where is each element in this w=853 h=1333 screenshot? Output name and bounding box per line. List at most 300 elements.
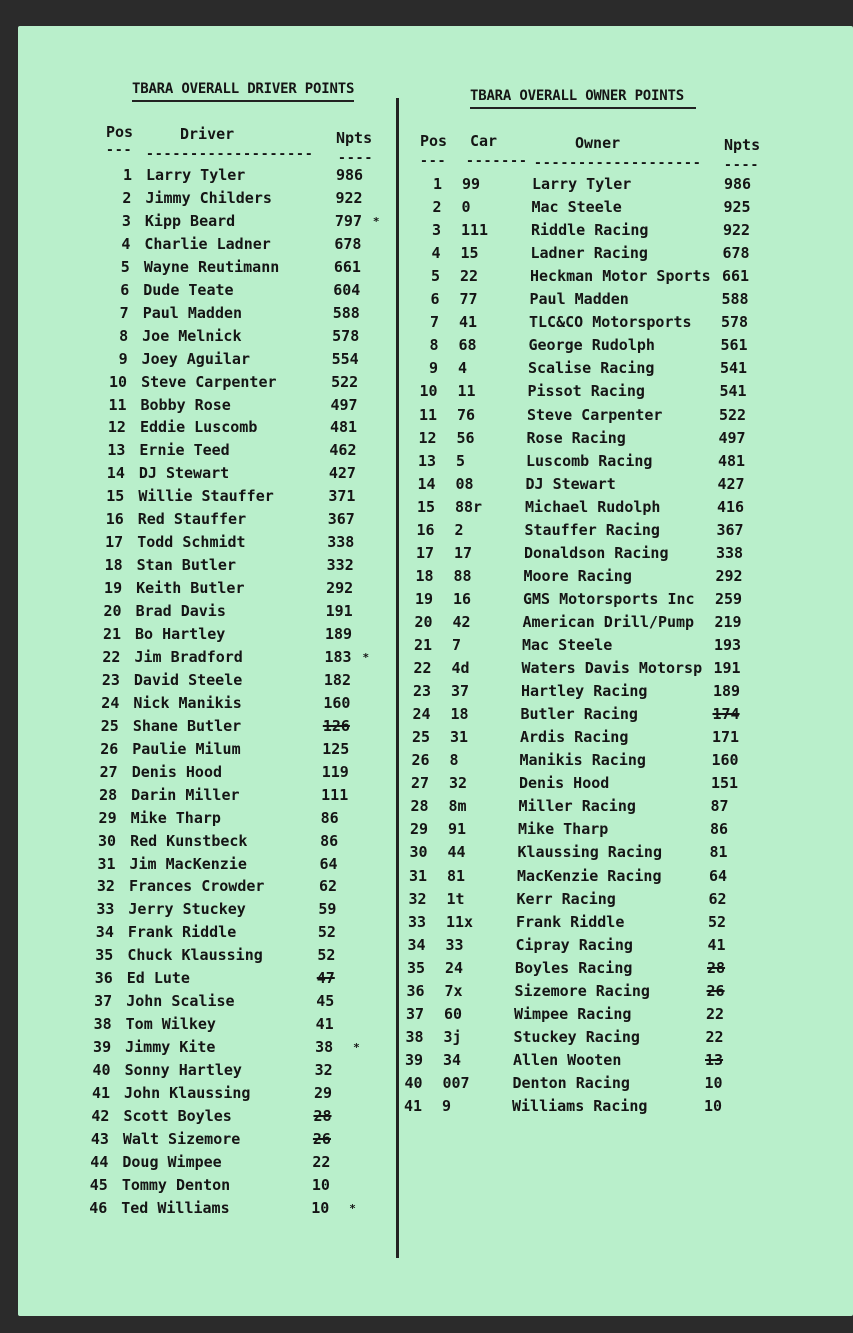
- driver-points: 52: [317, 946, 336, 965]
- driver-name: Brad Davis: [135, 602, 226, 621]
- driver-pos: 42: [91, 1106, 110, 1125]
- owner-points: 191: [713, 659, 741, 678]
- owner-name: Denton Racing: [512, 1073, 630, 1092]
- driver-points-title: TBARA OVERALL DRIVER POINTS: [132, 81, 355, 97]
- owner-header-npts: Npts: [724, 136, 761, 154]
- driver-pos: 24: [101, 693, 120, 712]
- driver-name: Jimmy Childers: [145, 188, 272, 207]
- owner-car: 44: [447, 843, 466, 862]
- owner-car: 111: [461, 221, 489, 240]
- driver-pos: 45: [89, 1175, 108, 1194]
- owner-row: [0, 1027, 724, 1050]
- driver-pos: 41: [91, 1084, 110, 1102]
- driver-points: 292: [326, 579, 354, 598]
- driver-name: Eddie Luscomb: [139, 418, 258, 437]
- owner-points: 62: [708, 889, 727, 908]
- owner-pos: 36: [406, 981, 425, 1000]
- owner-header-car: Car: [470, 132, 498, 150]
- driver-pos: 29: [98, 808, 117, 827]
- owner-name: Mike Tharp: [518, 820, 609, 839]
- driver-pos: 40: [92, 1061, 111, 1080]
- owner-row: [5, 797, 729, 819]
- owner-pos: 30: [409, 843, 428, 862]
- owner-points: 174: [712, 705, 740, 724]
- owner-row: [15, 336, 748, 358]
- driver-points: 119: [321, 762, 349, 781]
- owner-pos: 6: [430, 290, 440, 309]
- driver-points: 86: [320, 808, 339, 827]
- owner-car: 77: [459, 290, 478, 309]
- owner-points: 87: [710, 797, 729, 816]
- owner-row: [10, 566, 743, 589]
- driver-name: John Scalise: [126, 992, 235, 1011]
- owner-pos: 12: [418, 428, 437, 447]
- driver-name: Walt Sizemore: [122, 1129, 241, 1148]
- owner-row: [18, 175, 752, 197]
- owner-pos: 28: [410, 797, 429, 816]
- driver-points: 26: [312, 1129, 331, 1148]
- owner-car: 4: [458, 359, 468, 378]
- driver-name: Charlie Ladner: [144, 234, 271, 253]
- owner-name: American Drill/Pump: [522, 612, 695, 631]
- driver-points: 38: [315, 1038, 334, 1057]
- driver-row: [0, 1130, 355, 1152]
- owner-pos: 31: [408, 866, 427, 885]
- driver-name: Mike Tharp: [130, 808, 221, 827]
- owner-name: GMS Motorsports Inc: [523, 589, 695, 608]
- owner-points: 541: [720, 359, 748, 378]
- driver-pos: 8: [119, 326, 129, 345]
- owner-name: George Rudolph: [528, 336, 655, 355]
- owner-pos: 11: [418, 405, 437, 424]
- driver-name: Scott Boyles: [123, 1106, 232, 1125]
- owner-name: Waters Davis Motorsp: [521, 659, 703, 678]
- driver-points: 497: [330, 395, 358, 414]
- owner-row: [17, 244, 750, 266]
- driver-points-marker: *: [362, 650, 370, 664]
- owner-row: [4, 843, 728, 865]
- owner-name: Mac Steele: [531, 198, 622, 217]
- driver-name: Tommy Denton: [121, 1175, 231, 1194]
- driver-points: 10: [311, 1198, 330, 1217]
- owner-row: [12, 451, 746, 474]
- owner-row: [2, 935, 726, 958]
- owner-row: [15, 313, 749, 335]
- owner-row: [13, 428, 746, 451]
- owner-name: Boyles Racing: [515, 958, 633, 977]
- owner-pos: 5: [430, 267, 440, 286]
- owner-name: Steve Carpenter: [527, 405, 663, 424]
- owner-row: [3, 889, 727, 912]
- driver-name: Paul Madden: [142, 303, 243, 322]
- owner-name: Stauffer Racing: [524, 520, 660, 539]
- owner-name: Butler Racing: [520, 705, 638, 724]
- owner-row: [9, 612, 742, 635]
- owner-pos: 24: [412, 705, 431, 724]
- standings-sheet: [18, 26, 853, 1316]
- driver-points: 588: [332, 303, 360, 322]
- owner-points: 160: [711, 751, 739, 770]
- owner-car: 18: [450, 705, 469, 724]
- owner-name: Rose Racing: [526, 428, 626, 447]
- owner-header-pos: Pos: [420, 132, 448, 150]
- driver-points: 338: [327, 533, 355, 552]
- owner-points: 522: [719, 405, 747, 424]
- owner-car: 7: [452, 636, 462, 654]
- driver-points: 29: [314, 1084, 333, 1102]
- driver-name: Shane Butler: [132, 716, 242, 735]
- driver-points: 427: [328, 464, 356, 483]
- owner-name: Larry Tyler: [532, 175, 632, 193]
- owner-name: Denis Hood: [519, 774, 610, 793]
- owner-points-title: TBARA OVERALL OWNER POINTS: [470, 88, 684, 104]
- driver-name: Sonny Hartley: [124, 1061, 242, 1080]
- owner-name: Manikis Racing: [519, 751, 646, 770]
- driver-name: Dude Teate: [143, 280, 234, 299]
- owner-name: MacKenzie Racing: [517, 866, 662, 885]
- owner-name: Heckman Motor Sports: [530, 267, 711, 286]
- owner-car: 22: [460, 267, 479, 286]
- owner-pos: 26: [411, 751, 430, 770]
- driver-name: Bo Hartley: [135, 625, 226, 643]
- driver-points: 45: [316, 992, 335, 1011]
- owner-pos: 35: [406, 958, 425, 977]
- driver-name: Red Stauffer: [137, 510, 247, 529]
- owner-pos: 27: [410, 774, 429, 793]
- driver-name: Doug Wimpee: [122, 1152, 222, 1171]
- driver-pos: 30: [98, 831, 117, 850]
- driver-points: 367: [327, 510, 355, 529]
- owner-points: 986: [724, 175, 752, 193]
- driver-points: 62: [318, 877, 338, 896]
- driver-name: DJ Stewart: [138, 464, 230, 483]
- owner-pos: 21: [413, 636, 432, 654]
- owner-car: 88r: [455, 497, 483, 516]
- owner-row: [0, 1050, 724, 1073]
- driver-name: David Steele: [133, 670, 243, 689]
- driver-pos: 5: [120, 257, 130, 276]
- driver-pos: 31: [97, 854, 116, 873]
- owner-car: 8: [449, 751, 459, 770]
- owner-points: 22: [706, 1004, 725, 1023]
- driver-name: Frank Riddle: [127, 923, 237, 942]
- driver-points: 32: [314, 1061, 333, 1080]
- driver-points: 522: [331, 372, 359, 391]
- driver-points: 182: [323, 670, 351, 689]
- driver-pos: 4: [121, 234, 131, 253]
- owner-row: [7, 705, 740, 727]
- owner-car: 60: [444, 1004, 463, 1023]
- owner-car: 17: [454, 543, 473, 562]
- owner-name: Pissot Racing: [527, 382, 645, 401]
- driver-pos: 32: [96, 877, 115, 896]
- driver-pos: 12: [107, 418, 126, 437]
- driver-pos: 39: [93, 1038, 112, 1057]
- owner-row: [6, 751, 739, 773]
- owner-points: 171: [712, 728, 740, 747]
- owner-name: Wimpee Racing: [514, 1004, 632, 1023]
- driver-name: Todd Schmidt: [137, 533, 246, 552]
- driver-pos: 20: [103, 602, 122, 621]
- owner-row: [4, 820, 729, 842]
- owner-car: 1t: [446, 889, 465, 908]
- driver-points: 47: [316, 969, 335, 988]
- owner-car: 2: [454, 520, 464, 539]
- owner-car: 32: [449, 774, 468, 793]
- owner-car: 5: [456, 451, 466, 470]
- owner-name: Kerr Racing: [516, 889, 616, 908]
- owner-name: Moore Racing: [523, 566, 632, 585]
- owner-name: Cipray Racing: [515, 935, 633, 954]
- owner-dash-npts: ----: [724, 158, 760, 173]
- owner-points: 219: [714, 612, 742, 631]
- owner-row: [12, 474, 745, 497]
- owner-name: Riddle Racing: [531, 221, 649, 240]
- owner-points: 193: [714, 636, 742, 654]
- owner-row: [18, 198, 751, 220]
- owner-pos: 9: [428, 359, 438, 378]
- driver-points: 22: [312, 1152, 331, 1171]
- driver-points: 191: [325, 602, 353, 621]
- owner-pos: 40: [404, 1073, 423, 1092]
- owner-points: 64: [709, 866, 728, 885]
- owner-car: 56: [456, 428, 475, 447]
- owner-row: [14, 382, 747, 404]
- driver-pos: 26: [100, 739, 119, 758]
- driver-points-marker: *: [372, 214, 380, 228]
- owner-pos: 25: [411, 728, 430, 747]
- driver-points: 41: [315, 1015, 334, 1034]
- driver-name: Nick Manikis: [133, 693, 242, 712]
- driver-points: 111: [321, 785, 349, 804]
- driver-name: Paulie Milum: [132, 739, 241, 758]
- driver-pos: 16: [105, 510, 124, 529]
- owner-row: [2, 912, 727, 935]
- driver-pos: 27: [99, 762, 118, 781]
- driver-name: Denis Hood: [131, 762, 223, 781]
- owner-dash-owner: -------------------: [534, 156, 702, 171]
- driver-points: 52: [317, 923, 336, 942]
- owner-points: 427: [717, 474, 745, 493]
- driver-row: [0, 1198, 356, 1221]
- owner-points: 497: [718, 428, 746, 447]
- driver-pos: 19: [104, 579, 123, 598]
- owner-car: 41: [459, 313, 478, 332]
- owner-row: [3, 866, 728, 889]
- owner-points: 10: [704, 1097, 723, 1115]
- owner-points: 481: [718, 451, 746, 470]
- owner-name: Miller Racing: [518, 797, 636, 816]
- owner-pos: 1: [432, 175, 442, 193]
- owner-pos: 2: [432, 198, 442, 217]
- owner-pos: 19: [414, 589, 433, 608]
- owner-car: 76: [457, 405, 476, 424]
- owner-name: Frank Riddle: [516, 912, 625, 931]
- driver-name: Larry Tyler: [146, 166, 246, 184]
- owner-pos: 17: [415, 543, 434, 562]
- driver-name: Jim Bradford: [134, 647, 243, 666]
- owner-row: [16, 267, 750, 289]
- driver-pos: 17: [105, 533, 124, 552]
- owner-pos: 34: [407, 935, 426, 954]
- driver-pos: 13: [107, 441, 126, 460]
- driver-name: John Klaussing: [124, 1084, 251, 1102]
- owner-row: [0, 1004, 725, 1027]
- driver-points: 481: [329, 418, 358, 437]
- driver-row: [0, 1176, 354, 1198]
- owner-pos: 14: [417, 474, 436, 493]
- owner-row: [6, 728, 740, 750]
- driver-points: 604: [333, 280, 361, 299]
- owner-pos: 4: [431, 244, 441, 263]
- owner-name: Allen Wooten: [513, 1050, 622, 1069]
- owner-points: 22: [705, 1027, 724, 1046]
- driver-name: Red Kunstbeck: [130, 831, 248, 850]
- owner-car: 9: [442, 1097, 452, 1115]
- driver-pos: 10: [109, 372, 128, 391]
- owner-name: Ladner Racing: [530, 244, 648, 263]
- driver-points: 371: [328, 487, 356, 506]
- driver-name: Jimmy Kite: [125, 1038, 216, 1057]
- driver-pos: 7: [119, 303, 129, 322]
- owner-row: [1, 981, 725, 1004]
- driver-name: Joe Melnick: [142, 326, 242, 345]
- owner-points: 367: [716, 520, 744, 539]
- owner-car: 08: [455, 474, 474, 493]
- driver-pos: 33: [96, 900, 115, 919]
- driver-points: 10: [311, 1175, 330, 1194]
- owner-car: 99: [462, 175, 481, 193]
- driver-dash-driver: -------------------: [146, 147, 314, 162]
- owner-name: Williams Racing: [512, 1097, 648, 1115]
- owner-header-owner: Owner: [575, 134, 621, 152]
- owner-pos: 37: [405, 1004, 424, 1023]
- driver-points: 554: [331, 349, 359, 368]
- owner-pos: 29: [409, 820, 428, 839]
- owner-row: [7, 682, 741, 704]
- owner-pos: 8: [429, 336, 439, 355]
- owner-name: Hartley Racing: [521, 682, 648, 701]
- driver-dash-pos: ---: [106, 143, 133, 158]
- driver-points: 59: [318, 900, 337, 919]
- driver-points-marker: *: [349, 1201, 356, 1215]
- driver-pos: 2: [122, 188, 132, 207]
- owner-car: 11: [457, 382, 476, 401]
- owner-dash-pos: ---: [420, 154, 447, 169]
- driver-name: Stan Butler: [136, 556, 236, 575]
- owner-points: 189: [713, 682, 741, 701]
- owner-car: 24: [445, 958, 464, 977]
- owner-points: 541: [719, 382, 747, 401]
- driver-points: 86: [320, 831, 339, 850]
- owner-pos: 20: [414, 612, 433, 631]
- owner-car: 34: [443, 1050, 462, 1069]
- owner-row: [5, 774, 739, 796]
- owner-pos: 13: [417, 451, 436, 470]
- driver-pos: 18: [104, 556, 123, 575]
- owner-pos: 15: [416, 497, 435, 516]
- driver-points: 462: [329, 441, 357, 460]
- owner-pos: 18: [415, 566, 434, 585]
- owner-row: [8, 636, 742, 658]
- owner-points: 151: [711, 774, 739, 793]
- owner-points: 338: [716, 543, 744, 562]
- owner-points: 86: [710, 820, 729, 839]
- driver-pos: 25: [100, 716, 119, 735]
- owner-car: 4d: [451, 659, 470, 678]
- driver-pos: 28: [99, 785, 118, 804]
- driver-name: Bobby Rose: [140, 395, 231, 414]
- driver-name: Kipp Beard: [144, 211, 236, 230]
- driver-pos: 43: [90, 1129, 109, 1148]
- driver-name: Ernie Teed: [139, 441, 230, 460]
- driver-points: 578: [332, 326, 360, 345]
- driver-dash-npts: ----: [338, 151, 374, 166]
- owner-points: 416: [717, 497, 745, 516]
- owner-car: 15: [460, 244, 479, 263]
- owner-points: 81: [709, 843, 728, 862]
- owner-points: 578: [721, 313, 749, 332]
- driver-name: Darin Miller: [131, 785, 240, 804]
- owner-car: 8m: [448, 797, 467, 816]
- owner-row: [8, 659, 741, 681]
- driver-points: 922: [335, 188, 363, 207]
- owner-car: 0: [461, 198, 471, 217]
- driver-points: 160: [323, 693, 351, 712]
- driver-pos: 34: [95, 923, 114, 942]
- owner-pos: 23: [412, 682, 431, 701]
- driver-pos: 6: [120, 280, 130, 299]
- owner-name: TLC&CO Motorsports: [529, 313, 692, 332]
- driver-name: Ed Lute: [126, 969, 190, 988]
- driver-pos: 23: [101, 670, 120, 689]
- driver-pos: 36: [94, 969, 113, 988]
- driver-name: Tom Wilkey: [125, 1015, 216, 1034]
- driver-points: 678: [334, 234, 362, 253]
- owner-pos: 38: [405, 1027, 424, 1046]
- owner-points: 588: [721, 290, 749, 309]
- owner-name: Sizemore Racing: [514, 981, 650, 1000]
- driver-pos: 15: [106, 487, 125, 506]
- owner-row: [9, 589, 743, 612]
- owner-pos: 10: [419, 382, 438, 401]
- driver-points-marker: *: [353, 1041, 360, 1055]
- driver-pos: 22: [102, 647, 121, 666]
- owner-row: [1, 958, 726, 981]
- driver-name: Willie Stauffer: [138, 487, 274, 506]
- owner-points: 661: [722, 267, 750, 286]
- owner-name: Mac Steele: [522, 636, 613, 654]
- driver-points: 125: [322, 739, 350, 758]
- owner-row: [11, 497, 745, 520]
- owner-pos: 7: [429, 313, 439, 332]
- owner-name: Donaldson Racing: [524, 543, 669, 562]
- driver-name: Keith Butler: [136, 579, 245, 598]
- owner-pos: 39: [404, 1050, 423, 1069]
- owner-name: Stuckey Racing: [513, 1027, 640, 1046]
- owner-points: 13: [705, 1050, 724, 1069]
- owner-row: [16, 290, 749, 312]
- owner-points: 925: [723, 198, 751, 217]
- owner-name: Luscomb Racing: [526, 451, 653, 470]
- driver-pos: 9: [118, 349, 128, 368]
- driver-name: Steve Carpenter: [141, 372, 277, 391]
- owner-name: Paul Madden: [529, 290, 629, 309]
- owner-pos: 16: [416, 520, 435, 539]
- owner-row: [0, 1097, 723, 1119]
- owner-points: 41: [707, 935, 726, 954]
- owner-points: 10: [704, 1073, 723, 1092]
